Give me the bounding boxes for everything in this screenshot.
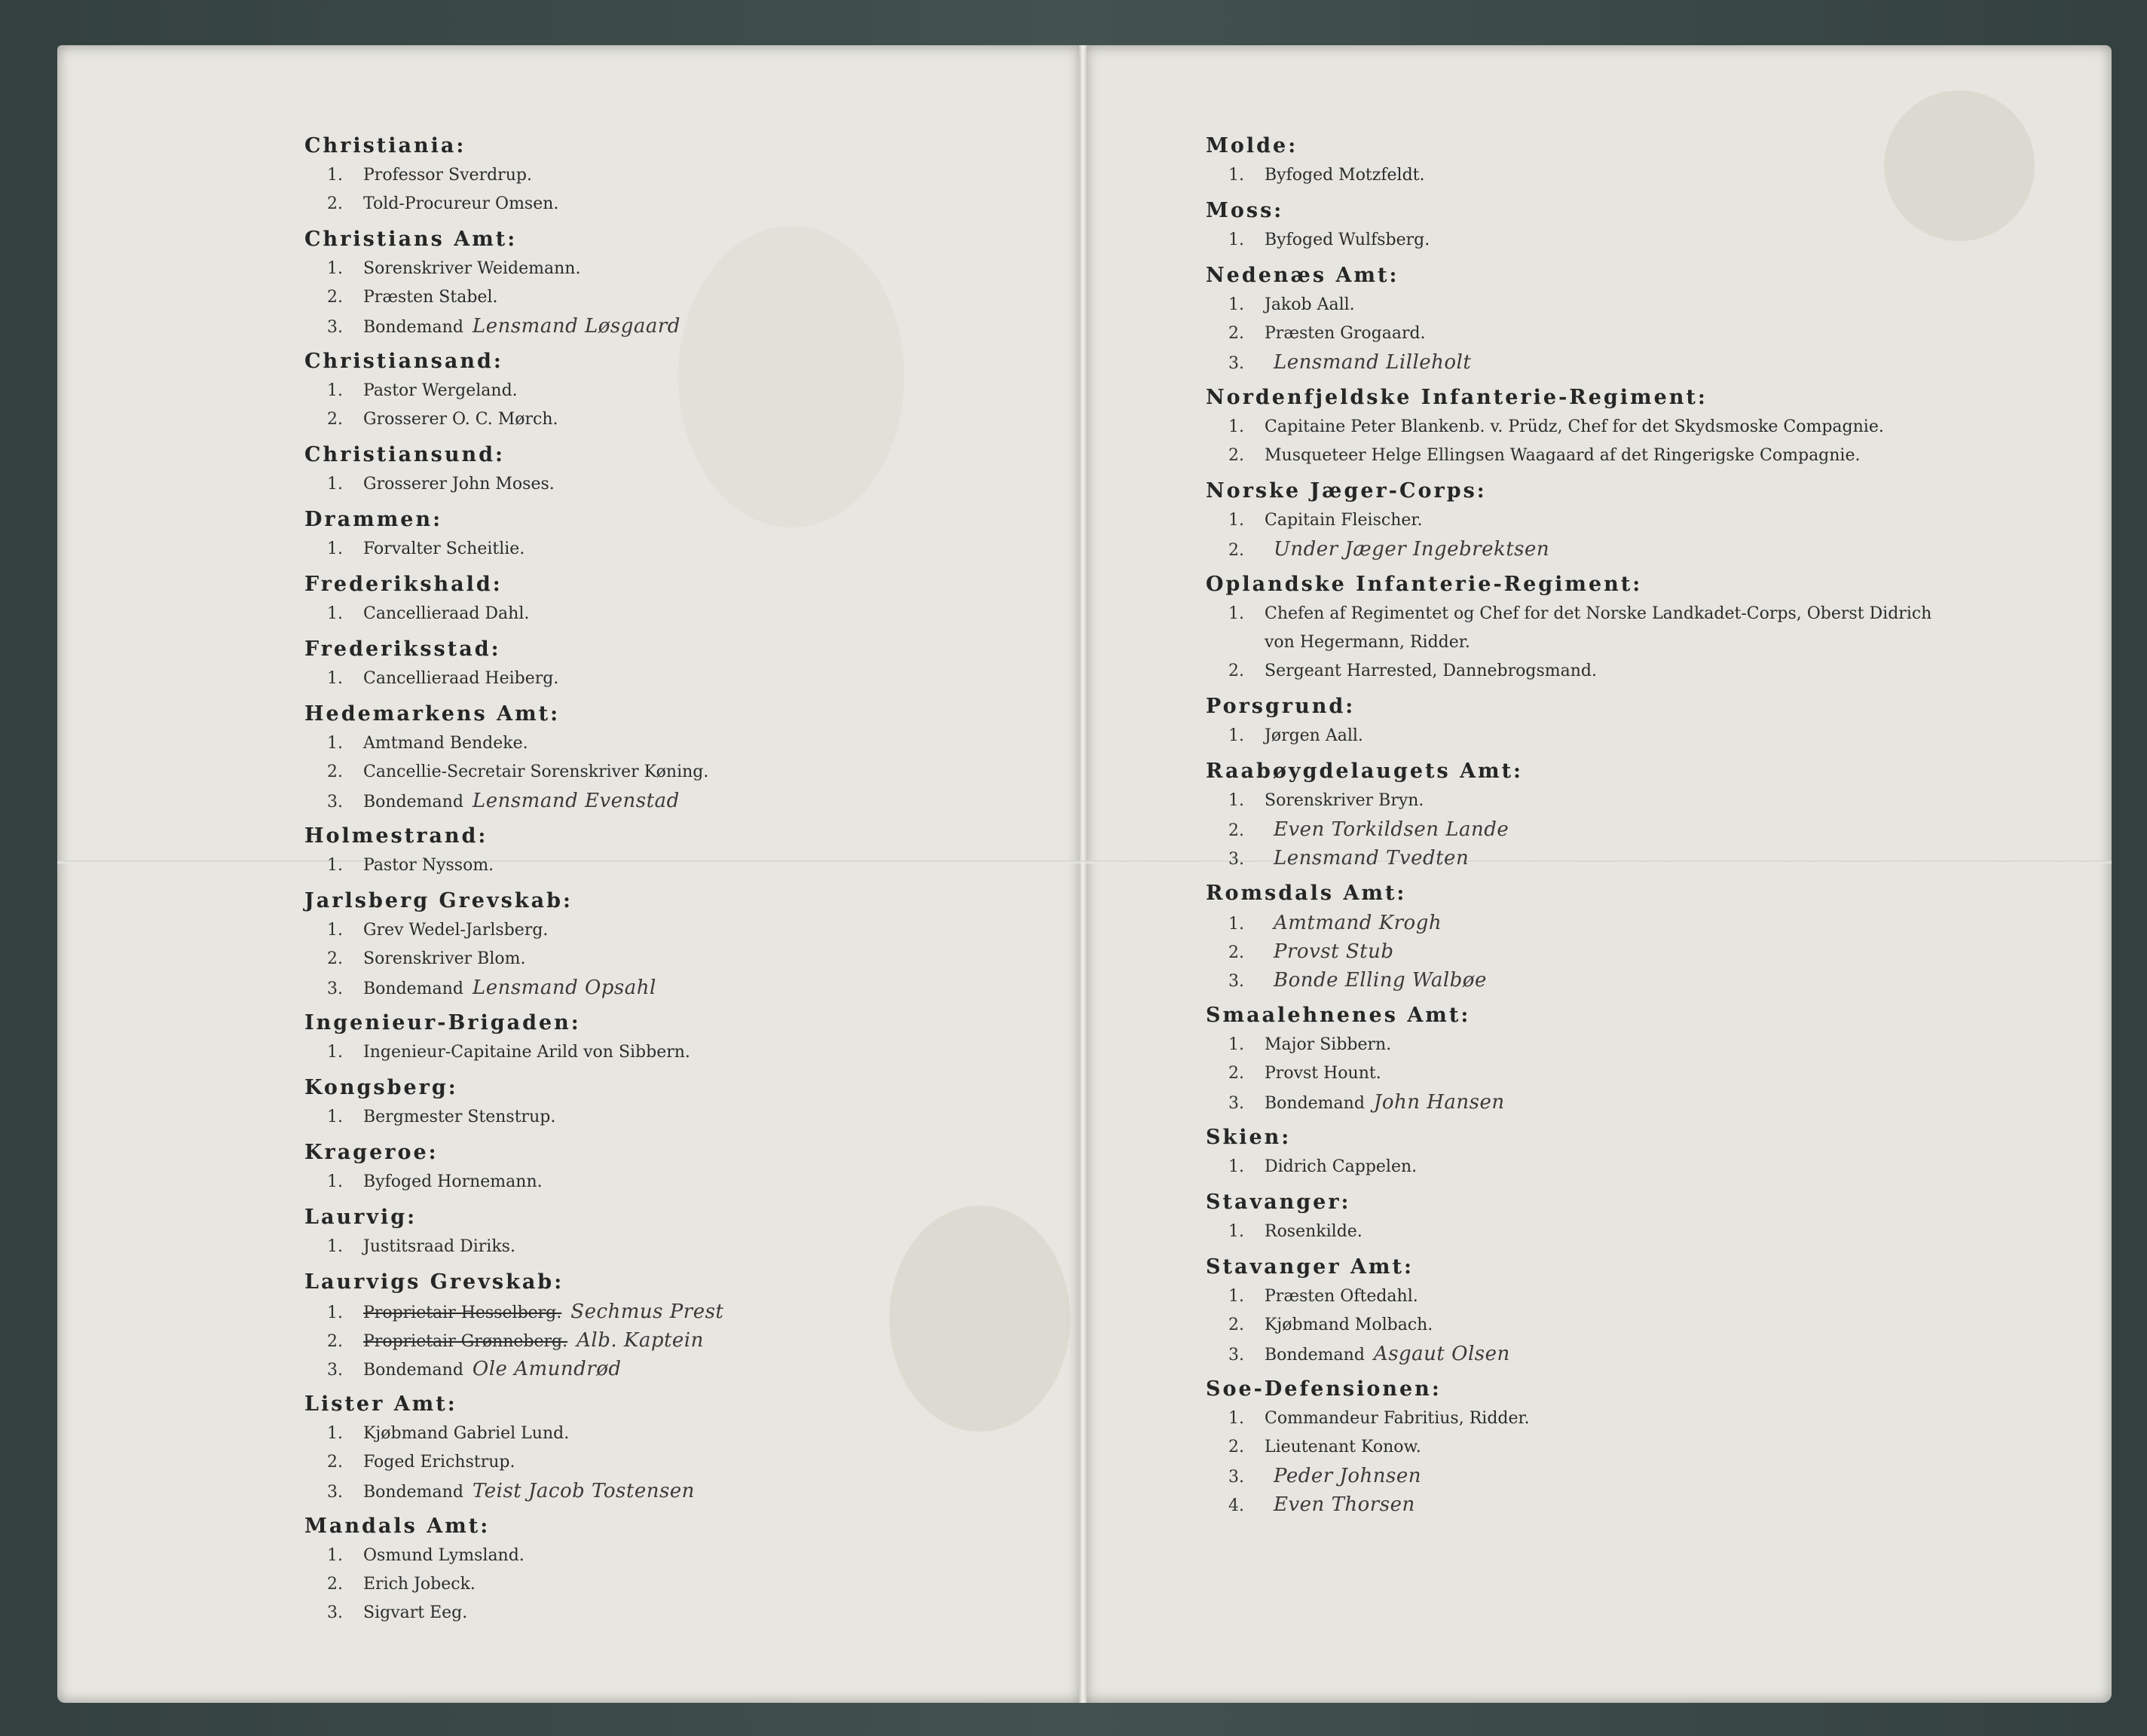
item-number: 2.: [1228, 541, 1244, 560]
list-item: [1206, 535, 1959, 564]
item-text: Sorenskriver Weidemann.: [363, 259, 581, 278]
list-item: [304, 851, 1058, 880]
item-number: 1.: [327, 734, 343, 753]
item-number: 1.: [327, 1043, 343, 1062]
item-number: 2.: [1228, 446, 1244, 465]
item-number: 1.: [327, 1424, 343, 1443]
list-section: [304, 1267, 1058, 1383]
item-number: 2.: [1228, 1316, 1244, 1334]
list-section: [304, 131, 1058, 219]
list-section: [1206, 196, 1959, 255]
list-item: [304, 377, 1058, 405]
section-heading: Molde:: [1206, 134, 1298, 157]
list-section: [304, 1073, 1058, 1132]
list-item: [304, 729, 1058, 758]
handwritten-name: John Hansen: [1373, 1091, 1505, 1114]
item-number: 1.: [327, 921, 343, 940]
item-number: 2.: [1228, 1438, 1244, 1456]
item-number: 1.: [327, 1237, 343, 1256]
list-section: [1206, 261, 1959, 377]
section-heading: Romsdals Amt:: [1206, 882, 1407, 905]
section-heading: Norske Jæger-Corps:: [1206, 479, 1487, 503]
handwritten-name: Bonde Elling Walbøe: [1274, 969, 1487, 992]
section-heading: Smaalehnenes Amt:: [1206, 1004, 1471, 1027]
item-text: Provst Hount.: [1265, 1064, 1381, 1083]
item-number: 3.: [327, 980, 343, 998]
item-number: 1.: [1228, 1035, 1244, 1054]
item-number: 3.: [1228, 972, 1244, 991]
list-item: [1206, 1282, 1959, 1311]
item-number: 1.: [327, 604, 343, 623]
item-number: 4.: [1228, 1496, 1244, 1515]
item-number: 3.: [327, 1361, 343, 1380]
item-text: Told-Procureur Omsen.: [363, 194, 559, 213]
item-text: Bondemand: [1265, 1346, 1365, 1365]
handwritten-name: Teist Jacob Tostensen: [472, 1480, 695, 1502]
list-section: [304, 821, 1058, 880]
section-heading: Drammen:: [304, 508, 443, 531]
item-number: 1.: [327, 669, 343, 688]
list-section: [304, 1008, 1058, 1067]
list-item: [304, 758, 1058, 787]
item-number: 2.: [327, 1453, 343, 1472]
item-number: 3.: [327, 793, 343, 811]
list-item: [1206, 1218, 1959, 1246]
section-heading: Oplandske Infanterie-Regiment:: [1206, 573, 1643, 596]
list-item: [1206, 909, 1959, 937]
list-item: [304, 916, 1058, 945]
list-item: [1206, 161, 1959, 190]
list-section: [304, 1138, 1058, 1197]
item-text: Cancellie-Secretair Sorenskriver Køning.: [363, 763, 709, 781]
list-section: [1206, 1252, 1959, 1368]
item-number: 1.: [327, 539, 343, 558]
item-text: Præsten Stabel.: [363, 288, 498, 307]
section-heading: Skien:: [1206, 1126, 1292, 1149]
section-heading: Hedemarkens Amt:: [304, 702, 561, 726]
list-item: [1206, 966, 1959, 995]
item-number: 1.: [1228, 1157, 1244, 1176]
list-item: [1206, 413, 1959, 442]
list-section: [304, 1389, 1058, 1505]
item-number: 2.: [327, 1332, 343, 1351]
list-item: [1206, 1462, 1959, 1490]
left-column: [304, 131, 1058, 1634]
list-item: [1206, 787, 1959, 815]
handwritten-name: Lensmand Lilleholt: [1274, 351, 1472, 374]
item-text: Jakob Aall.: [1265, 295, 1355, 314]
struck-text: Proprietair Hesselberg.: [363, 1304, 562, 1322]
list-item: [1206, 348, 1959, 377]
item-number: 2.: [1228, 1064, 1244, 1083]
list-item: [304, 1420, 1058, 1448]
item-number: 2.: [1228, 662, 1244, 680]
item-number: 1.: [327, 1108, 343, 1126]
handwritten-name: Lensmand Løsgaard: [472, 315, 680, 338]
section-heading: Nedenæs Amt:: [1206, 264, 1399, 287]
list-item: [1206, 506, 1959, 535]
item-number: 3.: [327, 318, 343, 337]
item-number: 3.: [1228, 354, 1244, 373]
list-item: [304, 973, 1058, 1002]
item-text: Byfoged Motzfeldt.: [1265, 166, 1425, 185]
item-text: Musqueteer Helge Ellingsen Waagaard af det Ringerigske Compagnie.: [1265, 446, 1861, 465]
list-item: [1206, 226, 1959, 255]
item-text: Grosserer John Moses.: [363, 475, 555, 494]
item-number: 1.: [327, 1172, 343, 1191]
item-number: 1.: [1228, 511, 1244, 530]
list-item: [304, 255, 1058, 283]
item-number: 1.: [1228, 295, 1244, 314]
handwritten-name: Under Jæger Ingebrektsen: [1274, 538, 1550, 561]
item-number: 2.: [1228, 324, 1244, 343]
handwritten-name: Alb. Kaptein: [577, 1329, 704, 1352]
item-text: Chefen af Regimentet og Chef for det Norske Landkadet-Corps, Oberst Didrich: [1265, 604, 1932, 623]
list-item: [1206, 600, 1959, 628]
list-item: [1206, 722, 1959, 750]
section-heading: Christiansand:: [304, 350, 503, 373]
list-item: [1206, 319, 1959, 348]
item-number: 1.: [1228, 726, 1244, 745]
list-item: [304, 312, 1058, 341]
right-column: [1206, 131, 1959, 1525]
item-number: 1.: [1228, 1222, 1244, 1241]
section-heading: Stavanger Amt:: [1206, 1255, 1414, 1279]
list-section: [304, 1203, 1058, 1261]
item-text: Sorenskriver Bryn.: [1265, 791, 1424, 810]
list-item: [304, 1168, 1058, 1197]
list-section: [1206, 383, 1959, 470]
list-section: [1206, 1001, 1959, 1117]
item-number: 3.: [1228, 850, 1244, 869]
handwritten-name: Provst Stub: [1274, 940, 1394, 963]
list-item: [1206, 1490, 1959, 1519]
item-number: 3.: [327, 1483, 343, 1502]
item-text: Byfoged Wulfsberg.: [1265, 231, 1430, 249]
section-heading: Ingenieur-Brigaden:: [304, 1011, 581, 1035]
list-item: [1206, 1153, 1959, 1181]
item-text: Lieutenant Konow.: [1265, 1438, 1421, 1456]
list-item: [304, 283, 1058, 312]
item-number: 3.: [1228, 1468, 1244, 1487]
list-section: [304, 1511, 1058, 1628]
item-number: 1.: [327, 166, 343, 185]
item-text: Kjøbmand Gabriel Lund.: [363, 1424, 570, 1443]
list-item: [1206, 815, 1959, 844]
list-item: [1206, 291, 1959, 319]
handwritten-name: Sechmus Prest: [570, 1300, 724, 1323]
section-heading: Nordenfjeldske Infanterie-Regiment:: [1206, 386, 1708, 409]
section-heading: Laurvigs Grevskab:: [304, 1270, 564, 1294]
list-item: [1206, 1311, 1959, 1340]
item-text: Grev Wedel-Jarlsberg.: [363, 921, 549, 940]
section-heading: Porsgrund:: [1206, 695, 1356, 718]
item-number: 2.: [327, 763, 343, 781]
list-section: [1206, 570, 1959, 686]
item-text: Præsten Oftedahl.: [1265, 1287, 1418, 1306]
item-text: Forvalter Scheitlie.: [363, 539, 525, 558]
item-number: 1.: [1228, 231, 1244, 249]
list-section: [304, 225, 1058, 341]
item-number: 1.: [1228, 417, 1244, 436]
list-section: [304, 440, 1058, 499]
item-text: Præsten Grogaard.: [1265, 324, 1426, 343]
list-section: [1206, 756, 1959, 873]
item-text: von Hegermann, Ridder.: [1265, 633, 1470, 652]
item-text: Erich Jobeck.: [363, 1575, 476, 1594]
item-number: 2.: [1228, 943, 1244, 962]
list-section: [304, 886, 1058, 1002]
item-text: Bondemand: [363, 793, 463, 811]
item-text: Major Sibbern.: [1265, 1035, 1392, 1054]
item-number: 1.: [1228, 1287, 1244, 1306]
section-heading: Holmestrand:: [304, 824, 488, 848]
item-number: 2.: [327, 410, 343, 429]
item-text: Capitaine Peter Blankenb. v. Prüdz, Chef for det Skydsmoske Compagnie.: [1265, 417, 1884, 436]
item-number: 1.: [327, 1546, 343, 1565]
list-item: [1206, 1404, 1959, 1433]
list-item: [304, 1599, 1058, 1628]
item-text: Rosenkilde.: [1265, 1222, 1363, 1241]
item-text: Bondemand: [363, 980, 463, 998]
item-text: Bondemand: [363, 1483, 463, 1502]
handwritten-name: Ole Amundrød: [472, 1358, 622, 1380]
list-item: [1206, 442, 1959, 470]
list-item: [1206, 1088, 1959, 1117]
section-heading: Raabøygdelaugets Amt:: [1206, 760, 1524, 783]
center-fold: [1079, 45, 1087, 1703]
item-text: Bondemand: [363, 1361, 463, 1380]
item-text: Grosserer O. C. Mørch.: [363, 410, 558, 429]
item-number: 1.: [1228, 604, 1244, 623]
handwritten-name: Even Thorsen: [1274, 1493, 1415, 1516]
list-section: [1206, 692, 1959, 750]
list-item: [1206, 937, 1959, 966]
handwritten-name: Peder Johnsen: [1274, 1465, 1421, 1487]
item-text: Osmund Lymsland.: [363, 1546, 525, 1565]
item-text: Justitsraad Diriks.: [363, 1237, 515, 1256]
list-section: [304, 347, 1058, 434]
list-section: [304, 634, 1058, 693]
list-section: [304, 570, 1058, 628]
handwritten-name: Even Torkildsen Lande: [1274, 818, 1509, 841]
section-heading: Christiansund:: [304, 443, 505, 466]
item-text: Bondemand: [363, 318, 463, 337]
item-number: 1.: [1228, 915, 1244, 934]
section-heading: Krageroe:: [304, 1141, 439, 1164]
item-text: Pastor Nyssom.: [363, 856, 494, 875]
list-item: [1206, 628, 1959, 657]
handwritten-name: Asgaut Olsen: [1373, 1343, 1510, 1365]
list-section: [1206, 131, 1959, 190]
item-number: 1.: [327, 259, 343, 278]
list-item: [1206, 657, 1959, 686]
item-number: 3.: [1228, 1094, 1244, 1113]
item-number: 2.: [327, 949, 343, 968]
list-item: [304, 1038, 1058, 1067]
item-text: Capitain Fleischer.: [1265, 511, 1423, 530]
item-text: Bondemand: [1265, 1094, 1365, 1113]
item-number: 2.: [327, 1575, 343, 1594]
list-item: [304, 1542, 1058, 1570]
section-heading: Moss:: [1206, 199, 1284, 222]
handwritten-name: Amtmand Krogh: [1274, 912, 1442, 934]
list-item: [304, 1233, 1058, 1261]
item-text: Pastor Wergeland.: [363, 381, 518, 400]
section-heading: Frederikshald:: [304, 573, 503, 596]
list-item: [304, 161, 1058, 190]
item-number: 1.: [327, 1304, 343, 1322]
list-item: [304, 1297, 1058, 1326]
list-section: [1206, 879, 1959, 995]
list-item: [1206, 1031, 1959, 1059]
list-section: [1206, 1374, 1959, 1519]
item-number: 3.: [327, 1603, 343, 1622]
list-section: [1206, 1123, 1959, 1181]
list-item: [1206, 1059, 1959, 1088]
list-item: [304, 405, 1058, 434]
list-item: [1206, 1433, 1959, 1462]
item-text: Bergmester Stenstrup.: [363, 1108, 556, 1126]
item-text: Sorenskriver Blom.: [363, 949, 526, 968]
section-heading: Jarlsberg Grevskab:: [304, 889, 573, 912]
section-heading: Stavanger:: [1206, 1190, 1351, 1214]
list-item: [304, 1448, 1058, 1477]
item-text: Cancellieraad Heiberg.: [363, 669, 559, 688]
item-text: Kjøbmand Molbach.: [1265, 1316, 1433, 1334]
list-item: [304, 1103, 1058, 1132]
section-heading: Soe-Defensionen:: [1206, 1377, 1442, 1401]
item-number: 1.: [1228, 1409, 1244, 1428]
list-item: [304, 470, 1058, 499]
item-number: 1.: [327, 475, 343, 494]
item-text: Professor Sverdrup.: [363, 166, 532, 185]
item-number: 1.: [1228, 791, 1244, 810]
item-text: Didrich Cappelen.: [1265, 1157, 1418, 1176]
handwritten-name: Lensmand Opsahl: [472, 976, 656, 999]
item-number: 1.: [327, 381, 343, 400]
item-number: 2.: [327, 288, 343, 307]
item-number: 3.: [1228, 1346, 1244, 1365]
list-item: [304, 945, 1058, 973]
section-heading: Christians Amt:: [304, 228, 518, 251]
list-item: [304, 1355, 1058, 1383]
list-item: [304, 1477, 1058, 1505]
item-text: Sigvart Eeg.: [363, 1603, 468, 1622]
section-heading: Christiania:: [304, 134, 466, 157]
section-heading: Lister Amt:: [304, 1392, 457, 1416]
item-text: Byfoged Hornemann.: [363, 1172, 543, 1191]
list-item: [304, 535, 1058, 564]
list-section: [304, 699, 1058, 815]
list-item: [304, 787, 1058, 815]
item-text: Cancellieraad Dahl.: [363, 604, 530, 623]
section-heading: Mandals Amt:: [304, 1514, 491, 1538]
struck-text: Proprietair Grønneberg.: [363, 1332, 568, 1351]
item-text: Ingenieur-Capitaine Arild von Sibbern.: [363, 1043, 690, 1062]
list-item: [304, 1326, 1058, 1355]
list-item: [1206, 844, 1959, 873]
list-section: [304, 505, 1058, 564]
list-section: [1206, 1187, 1959, 1246]
item-text: Commandeur Fabritius, Ridder.: [1265, 1409, 1530, 1428]
list-item: [304, 190, 1058, 219]
list-section: [1206, 476, 1959, 564]
section-heading: Frederiksstad:: [304, 637, 501, 661]
item-number: 2.: [327, 194, 343, 213]
item-number: 1.: [1228, 166, 1244, 185]
item-text: Amtmand Bendeke.: [363, 734, 528, 753]
item-number: 1.: [327, 856, 343, 875]
section-heading: Laurvig:: [304, 1206, 417, 1229]
handwritten-name: Lensmand Tvedten: [1274, 847, 1470, 870]
list-item: [1206, 1340, 1959, 1368]
item-number: 2.: [1228, 821, 1244, 840]
list-item: [304, 1570, 1058, 1599]
item-text: Foged Erichstrup.: [363, 1453, 515, 1472]
item-text: Jørgen Aall.: [1265, 726, 1363, 745]
list-item: [304, 600, 1058, 628]
item-text: Sergeant Harrested, Dannebrogsmand.: [1265, 662, 1597, 680]
handwritten-name: Lensmand Evenstad: [472, 790, 680, 812]
list-item: [304, 665, 1058, 693]
section-heading: Kongsberg:: [304, 1076, 458, 1099]
